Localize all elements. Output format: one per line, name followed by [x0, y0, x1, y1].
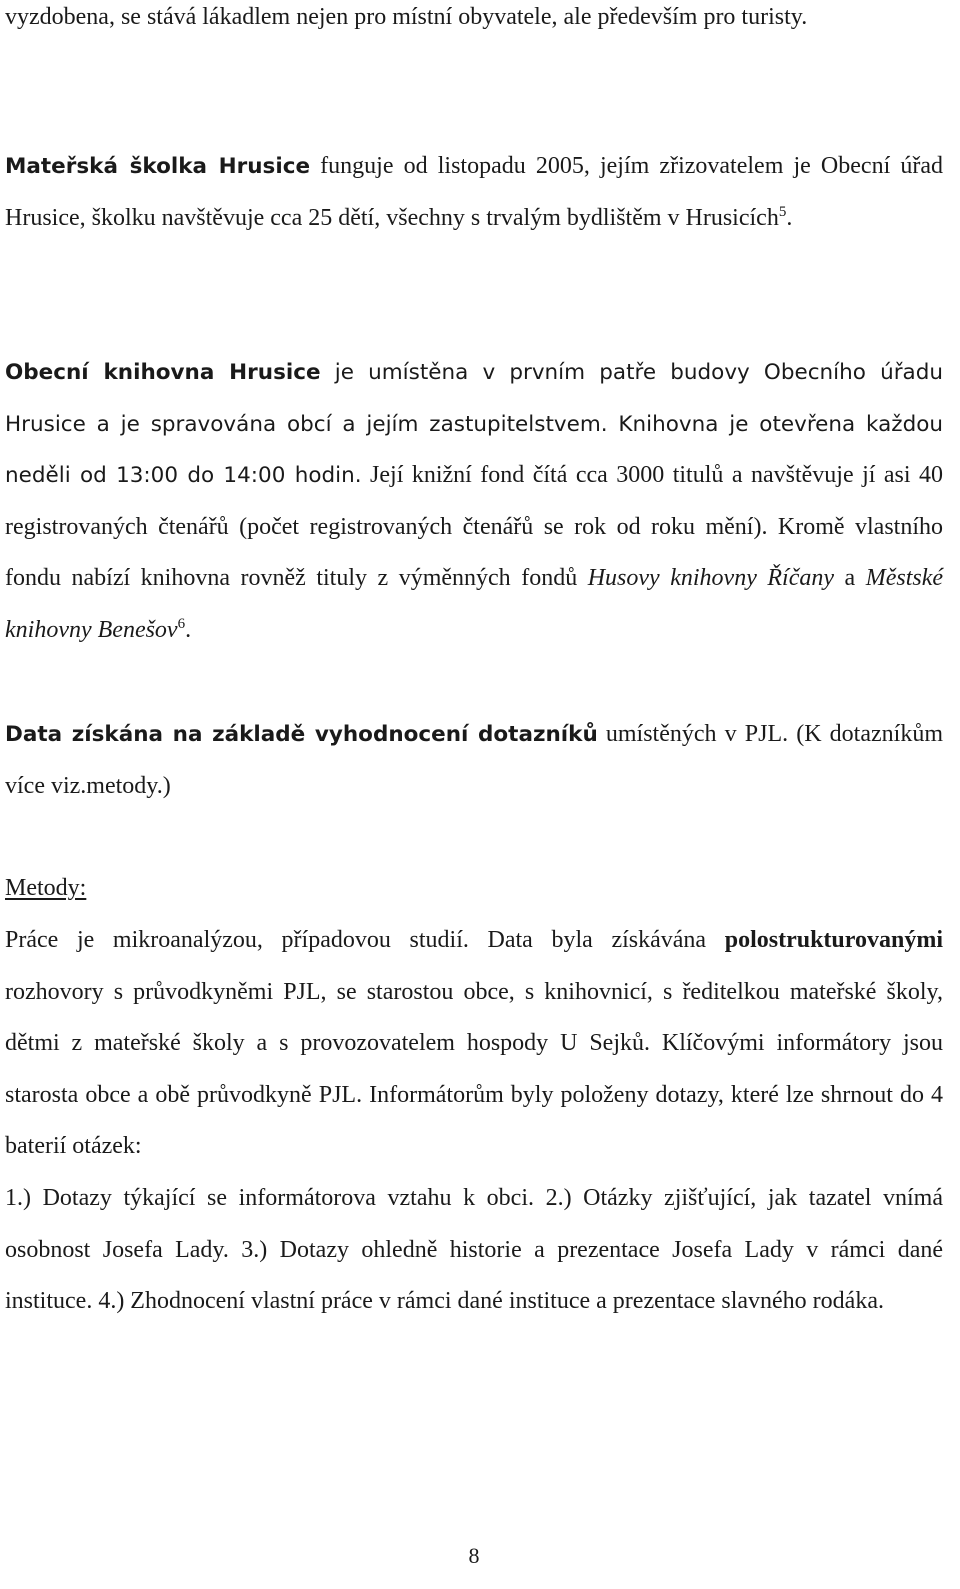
library-connector: a: [834, 565, 866, 592]
methods-body: [5, 915, 943, 1328]
methods-questions: 1.) Dotazy týkající se informátorova vztahu k obci. 2.) Otázky zjišťující, jak tazatel vnímá osobnost Josefa Lady. 3.) Dotazy ohledně historie a prezentace Josefa Lady v rámci dané instituce. 4.) Zhodnocení vlastní práce v rámci dané instituce a prezentace slavného rodáka.: [5, 1184, 943, 1315]
library-fund-1: Husovy knihovny Říčany: [587, 565, 834, 592]
methods-text-b: rozhovory s průvodkyněmi PJL, se starostou obce, s knihovnicí, s ředitelkou mateřské školy, dětmi z mateřské školy a s provozovatelem hospody U Sejků. Klíčovými informátory jsou starosta obce a obě průvodkyně PJL. Informátorům byly položeny dotazy, které lze shrnout do 4 baterií otázek:: [5, 978, 943, 1160]
library-paragraph: [5, 347, 943, 657]
footnote-ref-5[interactable]: 5: [778, 203, 787, 220]
library-end: .: [185, 616, 192, 643]
kindergarten-title: Mateřská školka Hrusice: [5, 154, 311, 179]
data-note-paragraph: [5, 709, 943, 812]
library-text-a: je umístěna v prvním patře budovy Obecního úřadu Hrusice a je spravována obcí a jejím zastupitelstvem. Knihovna je otevřena každou neděli od 13:00 do 14:00 hodin.: [5, 360, 944, 489]
kindergarten-paragraph: [5, 141, 943, 244]
kindergarten-end: .: [786, 204, 793, 231]
data-note-text: umístěných v PJL. (K dotazníkům více viz.metody.): [5, 721, 943, 799]
methods-heading-line: [5, 863, 86, 915]
footnote-ref-6[interactable]: 6: [177, 615, 186, 632]
methods-heading: Metody:: [5, 875, 87, 901]
library-text-b: Její knižní fond čítá cca 3000 titulů a navštěvuje jí asi 40 registrovaných čtenářů (počet registrovaných čtenářů se rok od roku mění). Kromě vlastního fondu nabízí knihovna rovněž tituly z výměnných fondů: [5, 462, 944, 592]
data-note-title: Data získána na základě vyhodnocení dotazníků: [5, 722, 598, 747]
methods-bold-term: polostrukturovanými: [724, 927, 943, 953]
kindergarten-text: funguje od listopadu 2005, jejím zřizovatelem je Obecní úřad Hrusice, školku navštěvuje cca 25 dětí, všechny s trvalým bydlištěm v Hrusicích: [5, 153, 944, 231]
library-fund-2: Městské knihovny Benešov: [5, 565, 943, 643]
page-number: 8: [468, 1543, 480, 1568]
intro-text: vyzdobena, se stává lákadlem nejen pro místní obyvatele, ale především pro turisty.: [5, 4, 808, 30]
methods-paragraph: [5, 915, 943, 1173]
methods-text-a: Práce je mikroanalýzou, případovou studií. Data byla získávána: [5, 927, 725, 953]
intro-paragraph: [5, 0, 807, 44]
library-title: Obecní knihovna Hrusice: [5, 360, 321, 385]
